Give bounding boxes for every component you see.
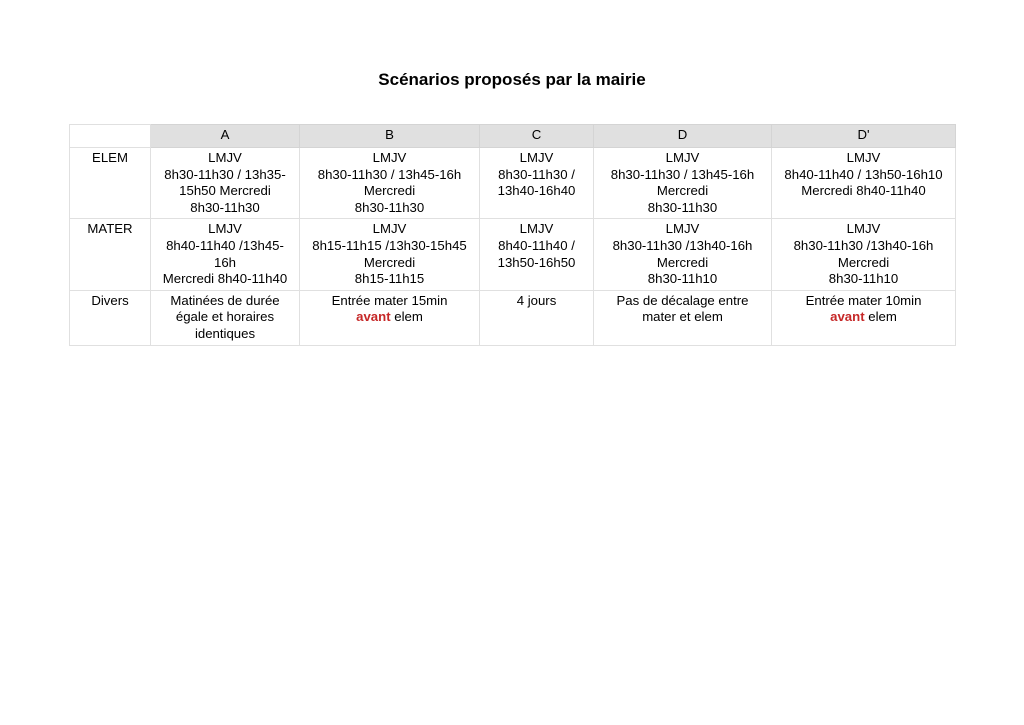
cell-line: LMJV [665,150,700,165]
cell-elem-d [594,148,772,219]
table-row-elem [70,148,956,219]
cell-line: 8h40-11h40 /13h45- [166,237,284,253]
cell-line: identiques [194,325,256,341]
cell-line: LMJV [519,150,554,165]
cell-line: LMJV [519,221,554,237]
cell-mater-c [480,219,594,290]
cell-line: 4 jours [516,292,557,308]
cell-line [773,309,954,326]
cell-line: Entrée mater 10min [805,292,922,308]
cell-mater-d-prime [772,219,956,290]
cell-line [301,309,478,326]
header-scenario-d: D [594,125,772,148]
page-title: Scénarios proposés par la mairie [378,70,646,89]
cell-divers-b [300,290,480,345]
cell-line: Matinées de durée [170,292,280,308]
cell-line: 16h [213,254,236,270]
cell-line: 8h40-11h40 / [498,237,575,253]
cell-line: LMJV [846,221,881,237]
header-scenario-b: B [300,125,480,148]
header-scenario-a: A [151,125,300,148]
row-label-elem: ELEM [70,148,151,219]
cell-line: égale et horaires [175,309,275,325]
cell-elem-a [151,148,300,219]
cell-line: 8h15-11h15 /13h30-15h45 [312,237,467,253]
scenarios-table [69,124,956,346]
cell-line: Mercredi 8h40-11h40 [162,271,288,287]
cell-line: Mercredi [363,183,416,199]
cell-line: Pas de décalage entre [616,292,749,308]
cell-line: 8h15-11h15 [354,271,425,287]
cell-divers-c [480,290,594,345]
cell-line: Mercredi [837,254,890,270]
table-header-row [70,125,956,148]
cell-line: 8h30-11h30 /13h40-16h [612,237,753,253]
cell-elem-d-prime [772,148,956,219]
cell-line: Entrée mater 15min [331,292,448,308]
cell-mater-b [300,219,480,290]
cell-line: LMJV [208,221,242,237]
cell-line: Mercredi [656,183,709,199]
cell-line: 8h30-11h10 [647,271,718,287]
cell-line: 8h40-11h40 / 13h50-16h10 [784,166,943,182]
cell-line: Mercredi [656,254,709,270]
cell-line: 8h30-11h30 [190,199,260,215]
cell-line: 8h30-11h30 / 13h45-16h [610,166,755,182]
cell-line: 8h30-11h30 / 13h45-16h [317,166,462,182]
cell-mater-a [151,219,300,290]
cell-line: 13h40-16h40 [497,183,576,199]
cell-line: LMJV [372,150,407,165]
emphasis-suffix: elem [864,309,897,325]
row-label-mater: MATER [70,219,151,290]
header-scenario-d-prime: D' [772,125,956,148]
header-corner-cell [70,125,151,148]
cell-line: 15h50 Mercredi [179,183,271,199]
cell-divers-d-prime [772,290,956,345]
cell-divers-d [594,290,772,345]
cell-line: Mercredi 8h40-11h40 [801,183,926,199]
cell-line: 13h50-16h50 [497,254,576,270]
cell-line: 8h30-11h30 / 13h35- [164,166,286,182]
cell-mater-d [594,219,772,290]
cell-line: Mercredi [363,254,416,270]
cell-divers-a [151,290,300,345]
cell-line: mater et elem [642,309,723,325]
emphasis-suffix: elem [390,309,423,325]
cell-line: LMJV [665,221,700,237]
cell-elem-c [480,148,594,219]
table-row-divers [70,290,956,345]
cell-elem-b [300,148,480,219]
emphasis-word: avant [830,309,865,325]
cell-line: 8h30-11h30 /13h40-16h [793,237,934,253]
cell-line: 8h30-11h30 / [498,166,575,182]
header-scenario-c: C [480,125,594,148]
cell-line: LMJV [208,150,242,165]
cell-line: LMJV [372,221,407,237]
cell-line: 8h30-11h30 [354,199,425,215]
row-label-divers: Divers [70,290,151,345]
cell-line: 8h30-11h10 [828,271,899,287]
cell-line: 8h30-11h30 [647,199,718,215]
emphasis-word: avant [356,309,391,325]
table-row-mater [70,219,956,290]
cell-line: LMJV [846,150,881,165]
